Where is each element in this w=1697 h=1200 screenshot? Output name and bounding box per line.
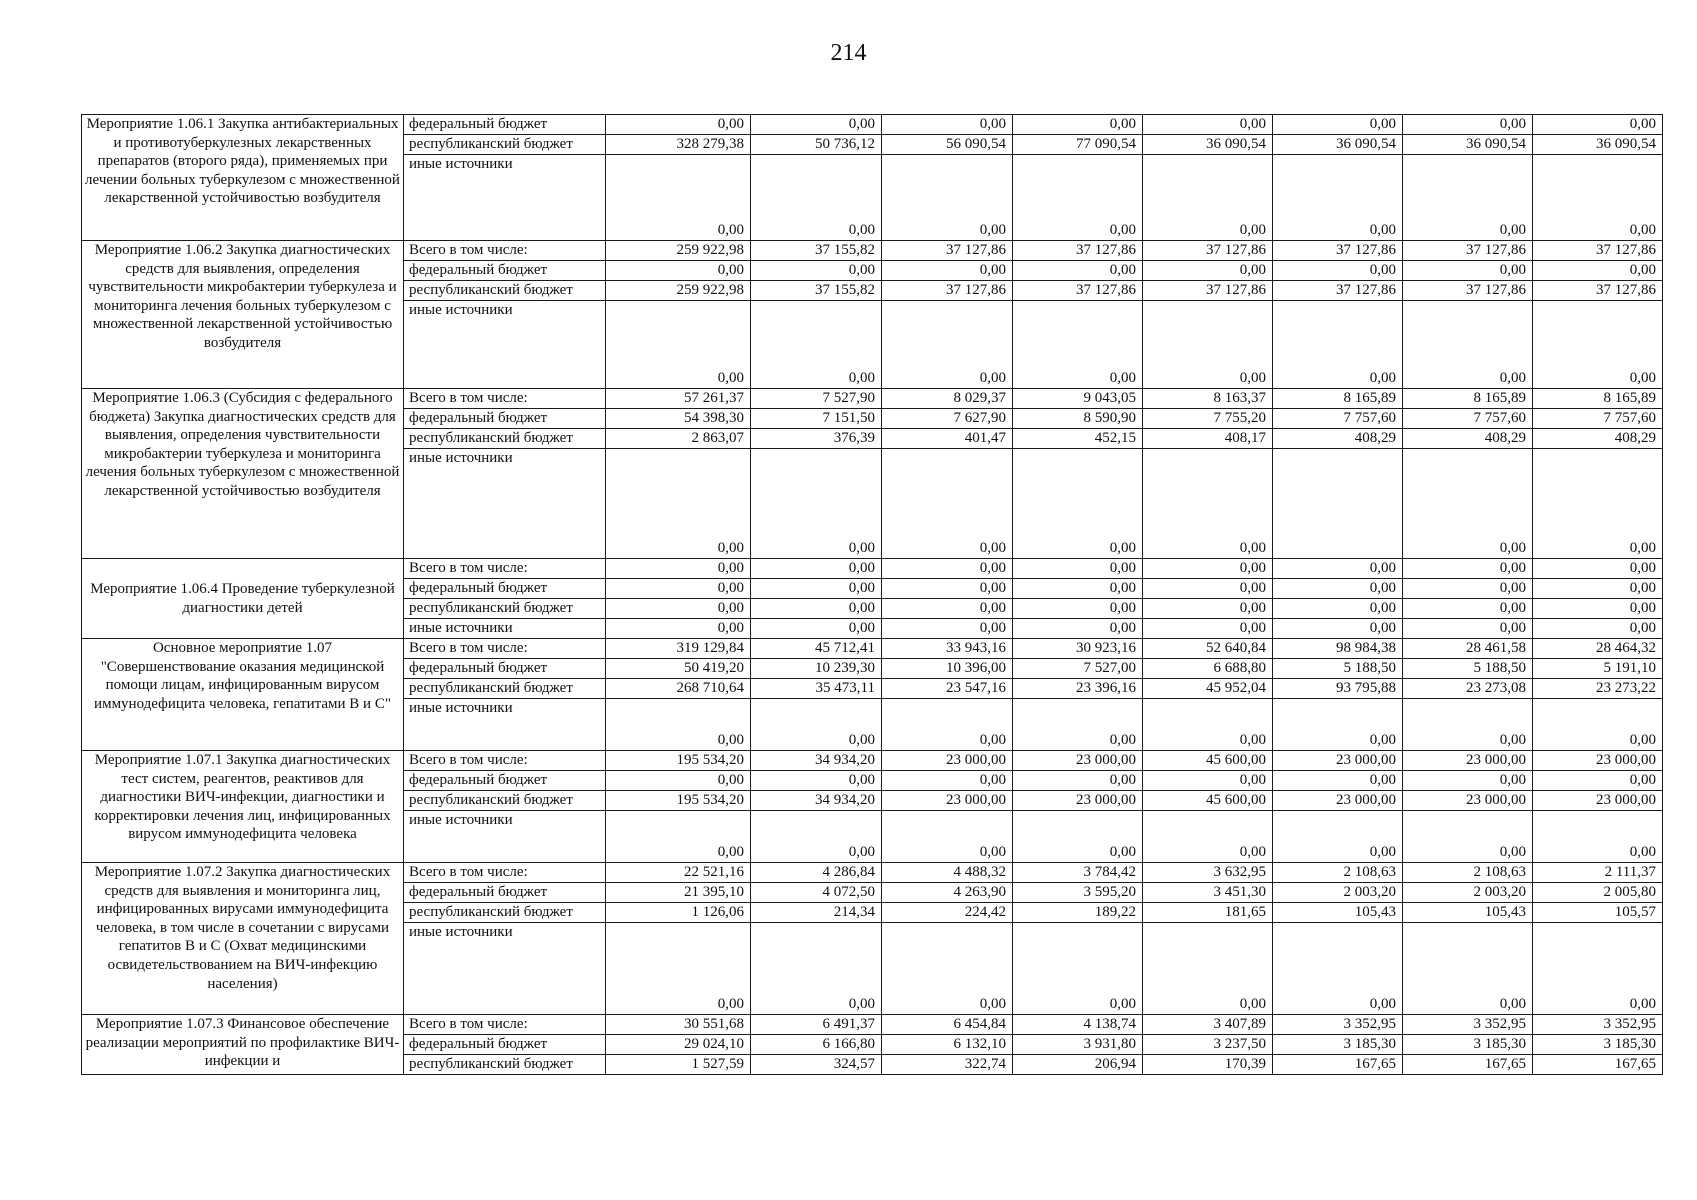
amount-cell: 10 239,30 — [751, 659, 882, 679]
measure-name-cell: Мероприятие 1.07.1 Закупка диагностических тест систем, реагентов, реактивов для диагностики ВИЧ-инфекции, диагностики и корректировки лечения лиц, инфицированных вирусом иммунодефицита человека — [82, 751, 404, 863]
funding-source-cell: Всего в том числе: — [404, 751, 606, 771]
amount-cell: 408,17 — [1143, 429, 1273, 449]
amount-cell: 57 261,37 — [606, 389, 751, 409]
amount-cell: 0,00 — [751, 599, 882, 619]
amount-cell: 0,00 — [1143, 559, 1273, 579]
amount-cell: 56 090,54 — [882, 135, 1013, 155]
amount-cell: 36 090,54 — [1143, 135, 1273, 155]
amount-cell: 23 000,00 — [1403, 791, 1533, 811]
funding-source-cell: федеральный бюджет — [404, 579, 606, 599]
amount-cell: 0,00 — [1143, 449, 1273, 559]
amount-cell: 28 464,32 — [1533, 639, 1663, 659]
amount-cell: 52 640,84 — [1143, 639, 1273, 659]
amount-cell: 0,00 — [1533, 771, 1663, 791]
amount-cell: 4 138,74 — [1013, 1015, 1143, 1035]
amount-cell: 8 590,90 — [1013, 409, 1143, 429]
amount-cell: 0,00 — [1403, 261, 1533, 281]
amount-cell: 224,42 — [882, 903, 1013, 923]
amount-cell: 98 984,38 — [1273, 639, 1403, 659]
amount-cell: 45 600,00 — [1143, 791, 1273, 811]
amount-cell: 10 396,00 — [882, 659, 1013, 679]
amount-cell: 0,00 — [606, 559, 751, 579]
funding-source-cell: иные источники — [404, 699, 606, 751]
amount-cell: 0,00 — [1403, 599, 1533, 619]
amount-cell: 30 551,68 — [606, 1015, 751, 1035]
table-row — [82, 863, 1663, 883]
amount-cell: 35 473,11 — [751, 679, 882, 699]
amount-cell: 0,00 — [1403, 619, 1533, 639]
amount-cell: 0,00 — [1403, 811, 1533, 863]
amount-cell: 0,00 — [751, 449, 882, 559]
table-row — [82, 559, 1663, 579]
amount-cell: 37 127,86 — [1273, 281, 1403, 301]
amount-cell: 0,00 — [1273, 619, 1403, 639]
amount-cell: 7 757,60 — [1273, 409, 1403, 429]
amount-cell: 0,00 — [1143, 579, 1273, 599]
amount-cell: 0,00 — [606, 115, 751, 135]
amount-cell: 8 029,37 — [882, 389, 1013, 409]
amount-cell: 0,00 — [1533, 923, 1663, 1015]
funding-source-cell: республиканский бюджет — [404, 1055, 606, 1075]
amount-cell: 93 795,88 — [1273, 679, 1403, 699]
funding-source-cell: федеральный бюджет — [404, 409, 606, 429]
funding-source-cell: федеральный бюджет — [404, 261, 606, 281]
amount-cell: 1 126,06 — [606, 903, 751, 923]
amount-cell: 37 127,86 — [1533, 241, 1663, 261]
amount-cell: 105,43 — [1273, 903, 1403, 923]
amount-cell: 0,00 — [882, 115, 1013, 135]
amount-cell: 5 188,50 — [1273, 659, 1403, 679]
amount-cell: 0,00 — [606, 155, 751, 241]
amount-cell: 214,34 — [751, 903, 882, 923]
amount-cell: 0,00 — [1533, 115, 1663, 135]
amount-cell: 23 000,00 — [882, 751, 1013, 771]
amount-cell: 0,00 — [606, 599, 751, 619]
amount-cell: 0,00 — [882, 579, 1013, 599]
amount-cell: 23 000,00 — [1403, 751, 1533, 771]
amount-cell: 0,00 — [1013, 301, 1143, 389]
amount-cell: 0,00 — [751, 619, 882, 639]
funding-source-cell: иные источники — [404, 923, 606, 1015]
amount-cell: 37 127,86 — [1143, 241, 1273, 261]
measure-name-cell: Мероприятие 1.06.3 (Субсидия с федерального бюджета) Закупка диагностических средств для выявления, определения чувствительности микробактерии туберкулеза и мониторинга лечения больных туберкулезом с множественной лекарственной устойчивостью возбудителя — [82, 389, 404, 559]
amount-cell: 23 000,00 — [1273, 751, 1403, 771]
amount-cell: 0,00 — [1143, 301, 1273, 389]
amount-cell: 376,39 — [751, 429, 882, 449]
amount-cell: 37 127,86 — [1013, 241, 1143, 261]
amount-cell: 0,00 — [1533, 579, 1663, 599]
amount-cell: 7 755,20 — [1143, 409, 1273, 429]
amount-cell: 23 000,00 — [882, 791, 1013, 811]
amount-cell: 0,00 — [1273, 599, 1403, 619]
amount-cell: 77 090,54 — [1013, 135, 1143, 155]
amount-cell: 3 931,80 — [1013, 1035, 1143, 1055]
measure-name-cell: Мероприятие 1.06.1 Закупка антибактериальных и противотуберкулезных лекарственных препаратов (второго ряда), применяемых при лечении больных туберкулезом с множественной лекарственной устойчивостью возбудителя — [82, 115, 404, 241]
amount-cell: 50 419,20 — [606, 659, 751, 679]
amount-cell: 328 279,38 — [606, 135, 751, 155]
amount-cell: 23 396,16 — [1013, 679, 1143, 699]
amount-cell: 105,57 — [1533, 903, 1663, 923]
amount-cell: 0,00 — [1143, 155, 1273, 241]
table-row — [82, 389, 1663, 409]
table-row — [82, 1015, 1663, 1035]
amount-cell: 4 488,32 — [882, 863, 1013, 883]
table-body — [82, 115, 1663, 1075]
amount-cell: 0,00 — [1533, 301, 1663, 389]
amount-cell: 195 534,20 — [606, 751, 751, 771]
amount-cell: 5 191,10 — [1533, 659, 1663, 679]
measure-name-cell: Мероприятие 1.07.3 Финансовое обеспечение реализации мероприятий по профилактике ВИЧ-инфекции и — [82, 1015, 404, 1075]
amount-cell: 0,00 — [1273, 923, 1403, 1015]
amount-cell: 0,00 — [751, 115, 882, 135]
amount-cell: 0,00 — [1273, 559, 1403, 579]
amount-cell: 0,00 — [1273, 579, 1403, 599]
amount-cell: 452,15 — [1013, 429, 1143, 449]
amount-cell: 401,47 — [882, 429, 1013, 449]
amount-cell: 36 090,54 — [1273, 135, 1403, 155]
amount-cell: 0,00 — [1013, 811, 1143, 863]
amount-cell: 34 934,20 — [751, 791, 882, 811]
amount-cell: 8 165,89 — [1403, 389, 1533, 409]
amount-cell: 0,00 — [1273, 115, 1403, 135]
amount-cell: 0,00 — [606, 771, 751, 791]
amount-cell: 23 547,16 — [882, 679, 1013, 699]
amount-cell: 30 923,16 — [1013, 639, 1143, 659]
amount-cell: 0,00 — [882, 449, 1013, 559]
amount-cell: 2 003,20 — [1273, 883, 1403, 903]
amount-cell: 0,00 — [1013, 619, 1143, 639]
funding-source-cell: Всего в том числе: — [404, 559, 606, 579]
amount-cell: 322,74 — [882, 1055, 1013, 1075]
funding-source-cell: иные источники — [404, 449, 606, 559]
amount-cell: 0,00 — [882, 699, 1013, 751]
funding-source-cell: республиканский бюджет — [404, 135, 606, 155]
amount-cell: 6 454,84 — [882, 1015, 1013, 1035]
amount-cell: 6 688,80 — [1143, 659, 1273, 679]
amount-cell: 0,00 — [882, 811, 1013, 863]
amount-cell: 170,39 — [1143, 1055, 1273, 1075]
amount-cell: 0,00 — [1403, 115, 1533, 135]
amount-cell: 3 352,95 — [1273, 1015, 1403, 1035]
amount-cell: 0,00 — [1533, 155, 1663, 241]
amount-cell: 0,00 — [882, 559, 1013, 579]
amount-cell: 0,00 — [1143, 771, 1273, 791]
measure-name-cell: Мероприятие 1.06.4 Проведение туберкулезной диагностики детей — [82, 559, 404, 639]
amount-cell: 37 127,86 — [1403, 281, 1533, 301]
amount-cell: 7 151,50 — [751, 409, 882, 429]
funding-source-cell: республиканский бюджет — [404, 679, 606, 699]
amount-cell: 0,00 — [1533, 619, 1663, 639]
amount-cell: 0,00 — [1403, 155, 1533, 241]
amount-cell — [1273, 449, 1403, 559]
amount-cell: 0,00 — [751, 699, 882, 751]
amount-cell: 2 108,63 — [1273, 863, 1403, 883]
measure-name-cell: Мероприятие 1.07.2 Закупка диагностических средств для выявления и мониторинга лиц, инфицированных вирусами иммунодефицита человека, в том числе в сочетании с вирусами гепатитов В и С (Охват медицинскими освидетельствованием на ВИЧ-инфекцию населения) — [82, 863, 404, 1015]
amount-cell: 0,00 — [1013, 699, 1143, 751]
amount-cell: 36 090,54 — [1403, 135, 1533, 155]
amount-cell: 0,00 — [1403, 579, 1533, 599]
amount-cell: 0,00 — [1143, 699, 1273, 751]
amount-cell: 7 757,60 — [1403, 409, 1533, 429]
amount-cell: 5 188,50 — [1403, 659, 1533, 679]
funding-source-cell: федеральный бюджет — [404, 1035, 606, 1055]
amount-cell: 0,00 — [1533, 449, 1663, 559]
amount-cell: 8 163,37 — [1143, 389, 1273, 409]
amount-cell: 167,65 — [1273, 1055, 1403, 1075]
amount-cell: 0,00 — [1013, 115, 1143, 135]
amount-cell: 0,00 — [1533, 261, 1663, 281]
amount-cell: 408,29 — [1533, 429, 1663, 449]
amount-cell: 167,65 — [1533, 1055, 1663, 1075]
amount-cell: 0,00 — [1013, 599, 1143, 619]
amount-cell: 0,00 — [751, 261, 882, 281]
amount-cell: 6 132,10 — [882, 1035, 1013, 1055]
amount-cell: 4 072,50 — [751, 883, 882, 903]
amount-cell: 9 043,05 — [1013, 389, 1143, 409]
amount-cell: 3 185,30 — [1403, 1035, 1533, 1055]
amount-cell: 22 521,16 — [606, 863, 751, 883]
amount-cell: 37 127,86 — [1143, 281, 1273, 301]
amount-cell: 7 627,90 — [882, 409, 1013, 429]
amount-cell: 408,29 — [1403, 429, 1533, 449]
amount-cell: 37 127,86 — [882, 281, 1013, 301]
amount-cell: 0,00 — [1013, 449, 1143, 559]
amount-cell: 6 166,80 — [751, 1035, 882, 1055]
amount-cell: 3 352,95 — [1533, 1015, 1663, 1035]
amount-cell: 0,00 — [606, 699, 751, 751]
amount-cell: 37 155,82 — [751, 241, 882, 261]
amount-cell: 2 108,63 — [1403, 863, 1533, 883]
amount-cell: 0,00 — [1403, 301, 1533, 389]
amount-cell: 0,00 — [606, 923, 751, 1015]
amount-cell: 0,00 — [1533, 699, 1663, 751]
amount-cell: 8 165,89 — [1533, 389, 1663, 409]
amount-cell: 0,00 — [606, 261, 751, 281]
amount-cell: 324,57 — [751, 1055, 882, 1075]
amount-cell: 0,00 — [1533, 599, 1663, 619]
amount-cell: 0,00 — [1143, 599, 1273, 619]
amount-cell: 0,00 — [1273, 261, 1403, 281]
amount-cell: 28 461,58 — [1403, 639, 1533, 659]
funding-source-cell: республиканский бюджет — [404, 599, 606, 619]
funding-source-cell: республиканский бюджет — [404, 791, 606, 811]
amount-cell: 206,94 — [1013, 1055, 1143, 1075]
amount-cell: 0,00 — [751, 559, 882, 579]
amount-cell: 3 407,89 — [1143, 1015, 1273, 1035]
table-row — [82, 639, 1663, 659]
amount-cell: 3 237,50 — [1143, 1035, 1273, 1055]
funding-source-cell: республиканский бюджет — [404, 903, 606, 923]
amount-cell: 0,00 — [1013, 771, 1143, 791]
amount-cell: 0,00 — [751, 579, 882, 599]
amount-cell: 29 024,10 — [606, 1035, 751, 1055]
amount-cell: 0,00 — [882, 923, 1013, 1015]
table-row — [82, 241, 1663, 261]
amount-cell: 7 527,00 — [1013, 659, 1143, 679]
amount-cell: 23 273,08 — [1403, 679, 1533, 699]
amount-cell: 7 757,60 — [1533, 409, 1663, 429]
amount-cell: 0,00 — [882, 261, 1013, 281]
amount-cell: 0,00 — [606, 579, 751, 599]
amount-cell: 0,00 — [1403, 449, 1533, 559]
amount-cell: 23 000,00 — [1533, 751, 1663, 771]
amount-cell: 2 863,07 — [606, 429, 751, 449]
amount-cell: 2 003,20 — [1403, 883, 1533, 903]
amount-cell: 23 000,00 — [1533, 791, 1663, 811]
amount-cell: 8 165,89 — [1273, 389, 1403, 409]
amount-cell: 408,29 — [1273, 429, 1403, 449]
amount-cell: 0,00 — [606, 811, 751, 863]
funding-source-cell: Всего в том числе: — [404, 639, 606, 659]
budget-table — [81, 114, 1663, 1075]
funding-source-cell: республиканский бюджет — [404, 429, 606, 449]
funding-source-cell: федеральный бюджет — [404, 771, 606, 791]
amount-cell: 0,00 — [1143, 923, 1273, 1015]
amount-cell: 0,00 — [1143, 811, 1273, 863]
amount-cell: 45 600,00 — [1143, 751, 1273, 771]
amount-cell: 3 632,95 — [1143, 863, 1273, 883]
amount-cell: 3 185,30 — [1533, 1035, 1663, 1055]
amount-cell: 259 922,98 — [606, 281, 751, 301]
funding-source-cell: иные источники — [404, 811, 606, 863]
amount-cell: 319 129,84 — [606, 639, 751, 659]
amount-cell: 195 534,20 — [606, 791, 751, 811]
amount-cell: 0,00 — [751, 923, 882, 1015]
funding-source-cell: федеральный бюджет — [404, 659, 606, 679]
funding-source-cell: Всего в том числе: — [404, 863, 606, 883]
amount-cell: 167,65 — [1403, 1055, 1533, 1075]
funding-source-cell: федеральный бюджет — [404, 883, 606, 903]
amount-cell: 3 451,30 — [1143, 883, 1273, 903]
amount-cell: 0,00 — [1013, 579, 1143, 599]
amount-cell: 54 398,30 — [606, 409, 751, 429]
amount-cell: 0,00 — [1273, 155, 1403, 241]
funding-source-cell: иные источники — [404, 155, 606, 241]
amount-cell: 259 922,98 — [606, 241, 751, 261]
amount-cell: 0,00 — [1403, 699, 1533, 751]
amount-cell: 0,00 — [751, 811, 882, 863]
amount-cell: 1 527,59 — [606, 1055, 751, 1075]
amount-cell: 0,00 — [882, 301, 1013, 389]
amount-cell: 0,00 — [751, 155, 882, 241]
funding-source-cell: иные источники — [404, 619, 606, 639]
amount-cell: 0,00 — [882, 771, 1013, 791]
amount-cell: 0,00 — [1273, 811, 1403, 863]
funding-source-cell: Всего в том числе: — [404, 1015, 606, 1035]
amount-cell: 3 595,20 — [1013, 883, 1143, 903]
measure-name-cell: Мероприятие 1.06.2 Закупка диагностических средств для выявления, определения чувствительности микробактерии туберкулеза и мониторинга лечения больных туберкулезом с множественной лекарственной устойчивостью возбудителя — [82, 241, 404, 389]
funding-source-cell: федеральный бюджет — [404, 115, 606, 135]
amount-cell: 0,00 — [1013, 155, 1143, 241]
amount-cell: 23 273,22 — [1533, 679, 1663, 699]
amount-cell: 37 127,86 — [1403, 241, 1533, 261]
amount-cell: 6 491,37 — [751, 1015, 882, 1035]
funding-source-cell: Всего в том числе: — [404, 389, 606, 409]
amount-cell: 0,00 — [1143, 619, 1273, 639]
amount-cell: 0,00 — [1143, 115, 1273, 135]
amount-cell: 0,00 — [1273, 699, 1403, 751]
amount-cell: 0,00 — [1273, 301, 1403, 389]
amount-cell: 0,00 — [1013, 261, 1143, 281]
amount-cell: 3 352,95 — [1403, 1015, 1533, 1035]
amount-cell: 0,00 — [1143, 261, 1273, 281]
amount-cell: 0,00 — [882, 155, 1013, 241]
funding-source-cell: республиканский бюджет — [404, 281, 606, 301]
amount-cell: 0,00 — [882, 599, 1013, 619]
amount-cell: 37 127,86 — [1533, 281, 1663, 301]
amount-cell: 0,00 — [606, 619, 751, 639]
amount-cell: 0,00 — [1403, 923, 1533, 1015]
measure-name-cell: Основное мероприятие 1.07 "Совершенствование оказания медицинской помощи лицам, инфицированным вирусом иммунодефицита человека, гепатитами В и С" — [82, 639, 404, 751]
table-row — [82, 115, 1663, 135]
amount-cell: 4 263,90 — [882, 883, 1013, 903]
funding-source-cell: Всего в том числе: — [404, 241, 606, 261]
amount-cell: 23 000,00 — [1273, 791, 1403, 811]
amount-cell: 0,00 — [751, 771, 882, 791]
funding-source-cell: иные источники — [404, 301, 606, 389]
amount-cell: 0,00 — [751, 301, 882, 389]
amount-cell: 37 127,86 — [1013, 281, 1143, 301]
amount-cell: 0,00 — [1403, 559, 1533, 579]
amount-cell: 0,00 — [606, 301, 751, 389]
amount-cell: 37 155,82 — [751, 281, 882, 301]
amount-cell: 181,65 — [1143, 903, 1273, 923]
amount-cell: 2 005,80 — [1533, 883, 1663, 903]
amount-cell: 21 395,10 — [606, 883, 751, 903]
amount-cell: 23 000,00 — [1013, 791, 1143, 811]
amount-cell: 50 736,12 — [751, 135, 882, 155]
amount-cell: 0,00 — [606, 449, 751, 559]
amount-cell: 37 127,86 — [882, 241, 1013, 261]
amount-cell: 36 090,54 — [1533, 135, 1663, 155]
amount-cell: 189,22 — [1013, 903, 1143, 923]
amount-cell: 0,00 — [1533, 811, 1663, 863]
amount-cell: 0,00 — [1013, 559, 1143, 579]
amount-cell: 37 127,86 — [1273, 241, 1403, 261]
table-row — [82, 751, 1663, 771]
amount-cell: 3 185,30 — [1273, 1035, 1403, 1055]
amount-cell: 4 286,84 — [751, 863, 882, 883]
amount-cell: 0,00 — [1403, 771, 1533, 791]
page-number: 214 — [830, 40, 867, 66]
amount-cell: 45 712,41 — [751, 639, 882, 659]
amount-cell: 0,00 — [882, 619, 1013, 639]
amount-cell: 105,43 — [1403, 903, 1533, 923]
amount-cell: 0,00 — [1013, 923, 1143, 1015]
amount-cell: 7 527,90 — [751, 389, 882, 409]
amount-cell: 268 710,64 — [606, 679, 751, 699]
amount-cell: 2 111,37 — [1533, 863, 1663, 883]
amount-cell: 0,00 — [1273, 771, 1403, 791]
amount-cell: 45 952,04 — [1143, 679, 1273, 699]
amount-cell: 3 784,42 — [1013, 863, 1143, 883]
amount-cell: 23 000,00 — [1013, 751, 1143, 771]
amount-cell: 34 934,20 — [751, 751, 882, 771]
amount-cell: 33 943,16 — [882, 639, 1013, 659]
amount-cell: 0,00 — [1533, 559, 1663, 579]
